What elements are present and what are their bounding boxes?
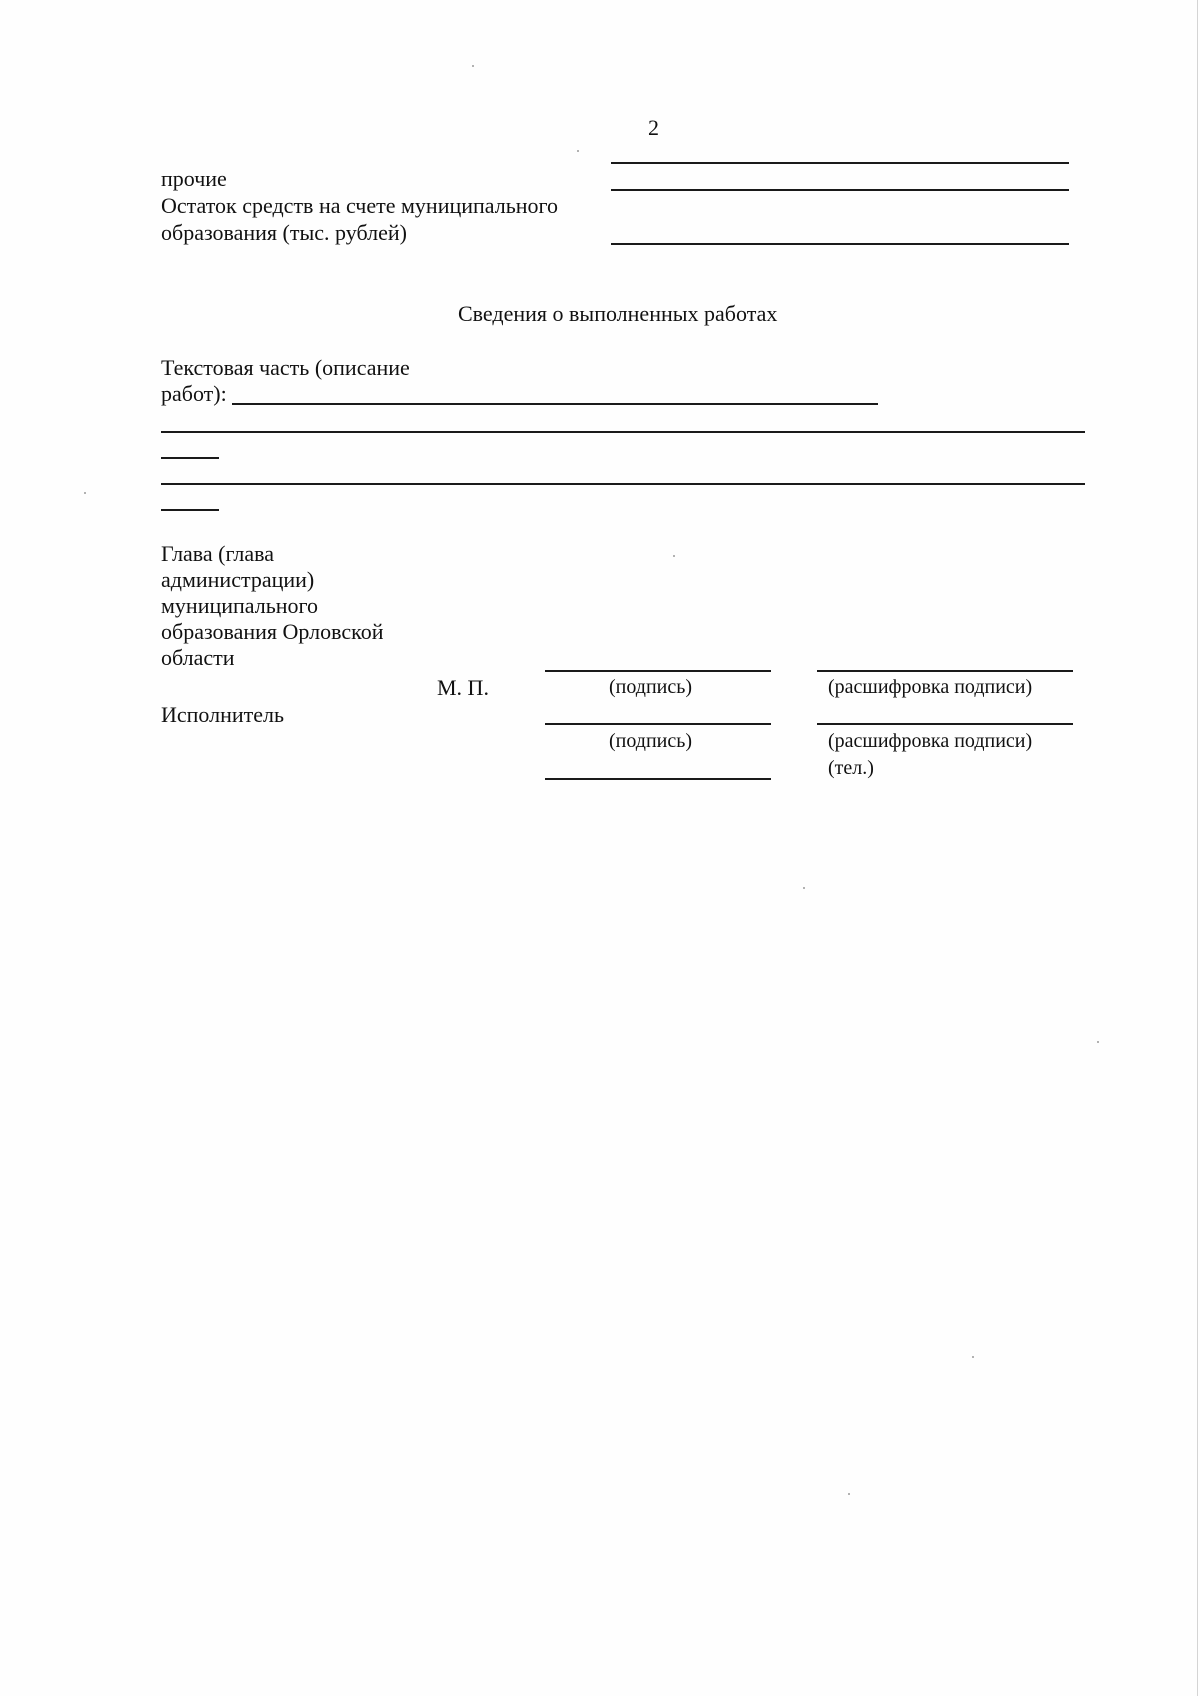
- head-label-line4: образования Орловской: [161, 619, 384, 644]
- executor-signature-line: [545, 723, 771, 725]
- text-part-label-line2: работ):: [161, 381, 227, 406]
- scan-speck: [472, 65, 474, 67]
- head-signature-caption: (подпись): [609, 676, 693, 698]
- balance-label-line1: Остаток средств на счете муниципального: [161, 193, 559, 218]
- stamp-place: М. П.: [437, 675, 489, 700]
- fill-line-other: [611, 189, 1069, 191]
- executor-signature-caption: (подпись): [609, 730, 693, 752]
- fill-line-text-part-3-tail: [161, 509, 219, 511]
- scan-speck: [1097, 1041, 1099, 1043]
- executor-label: Исполнитель: [161, 702, 285, 727]
- fill-line-above-other: [611, 162, 1069, 164]
- fill-line-text-part-1: [232, 403, 878, 405]
- balance-label-line2: образования (тыс. рублей): [161, 220, 407, 245]
- head-label-line2: администрации): [161, 567, 315, 592]
- fill-line-balance: [611, 243, 1069, 245]
- executor-decoding-line: [817, 723, 1073, 725]
- head-signature-line: [545, 670, 771, 672]
- head-label-line1: Глава (глава: [161, 541, 275, 566]
- executor-decoding-caption: (расшифровка подписи): [828, 730, 1033, 752]
- head-label-line5: области: [161, 645, 235, 670]
- fill-line-text-part-3: [161, 483, 1085, 485]
- works-section-title: Сведения о выполненных работах: [458, 301, 778, 326]
- scan-speck: [577, 150, 579, 152]
- executor-phone-caption: (тел.): [828, 757, 874, 779]
- scan-edge-line: [1197, 0, 1198, 1696]
- head-decoding-line: [817, 670, 1073, 672]
- scan-speck: [803, 887, 805, 889]
- head-label-line3: муниципального: [161, 593, 319, 618]
- scan-speck: [84, 492, 86, 494]
- executor-phone-line: [545, 778, 771, 780]
- scan-speck: [848, 1493, 850, 1495]
- page-number: 2: [648, 115, 659, 140]
- head-decoding-caption: (расшифровка подписи): [828, 676, 1033, 698]
- fill-line-text-part-2-tail: [161, 457, 219, 459]
- fill-line-text-part-2: [161, 431, 1085, 433]
- scan-speck: [972, 1356, 974, 1358]
- other-label: прочие: [161, 166, 227, 191]
- scan-speck: [673, 555, 675, 557]
- text-part-label-line1: Текстовая часть (описание: [161, 355, 410, 380]
